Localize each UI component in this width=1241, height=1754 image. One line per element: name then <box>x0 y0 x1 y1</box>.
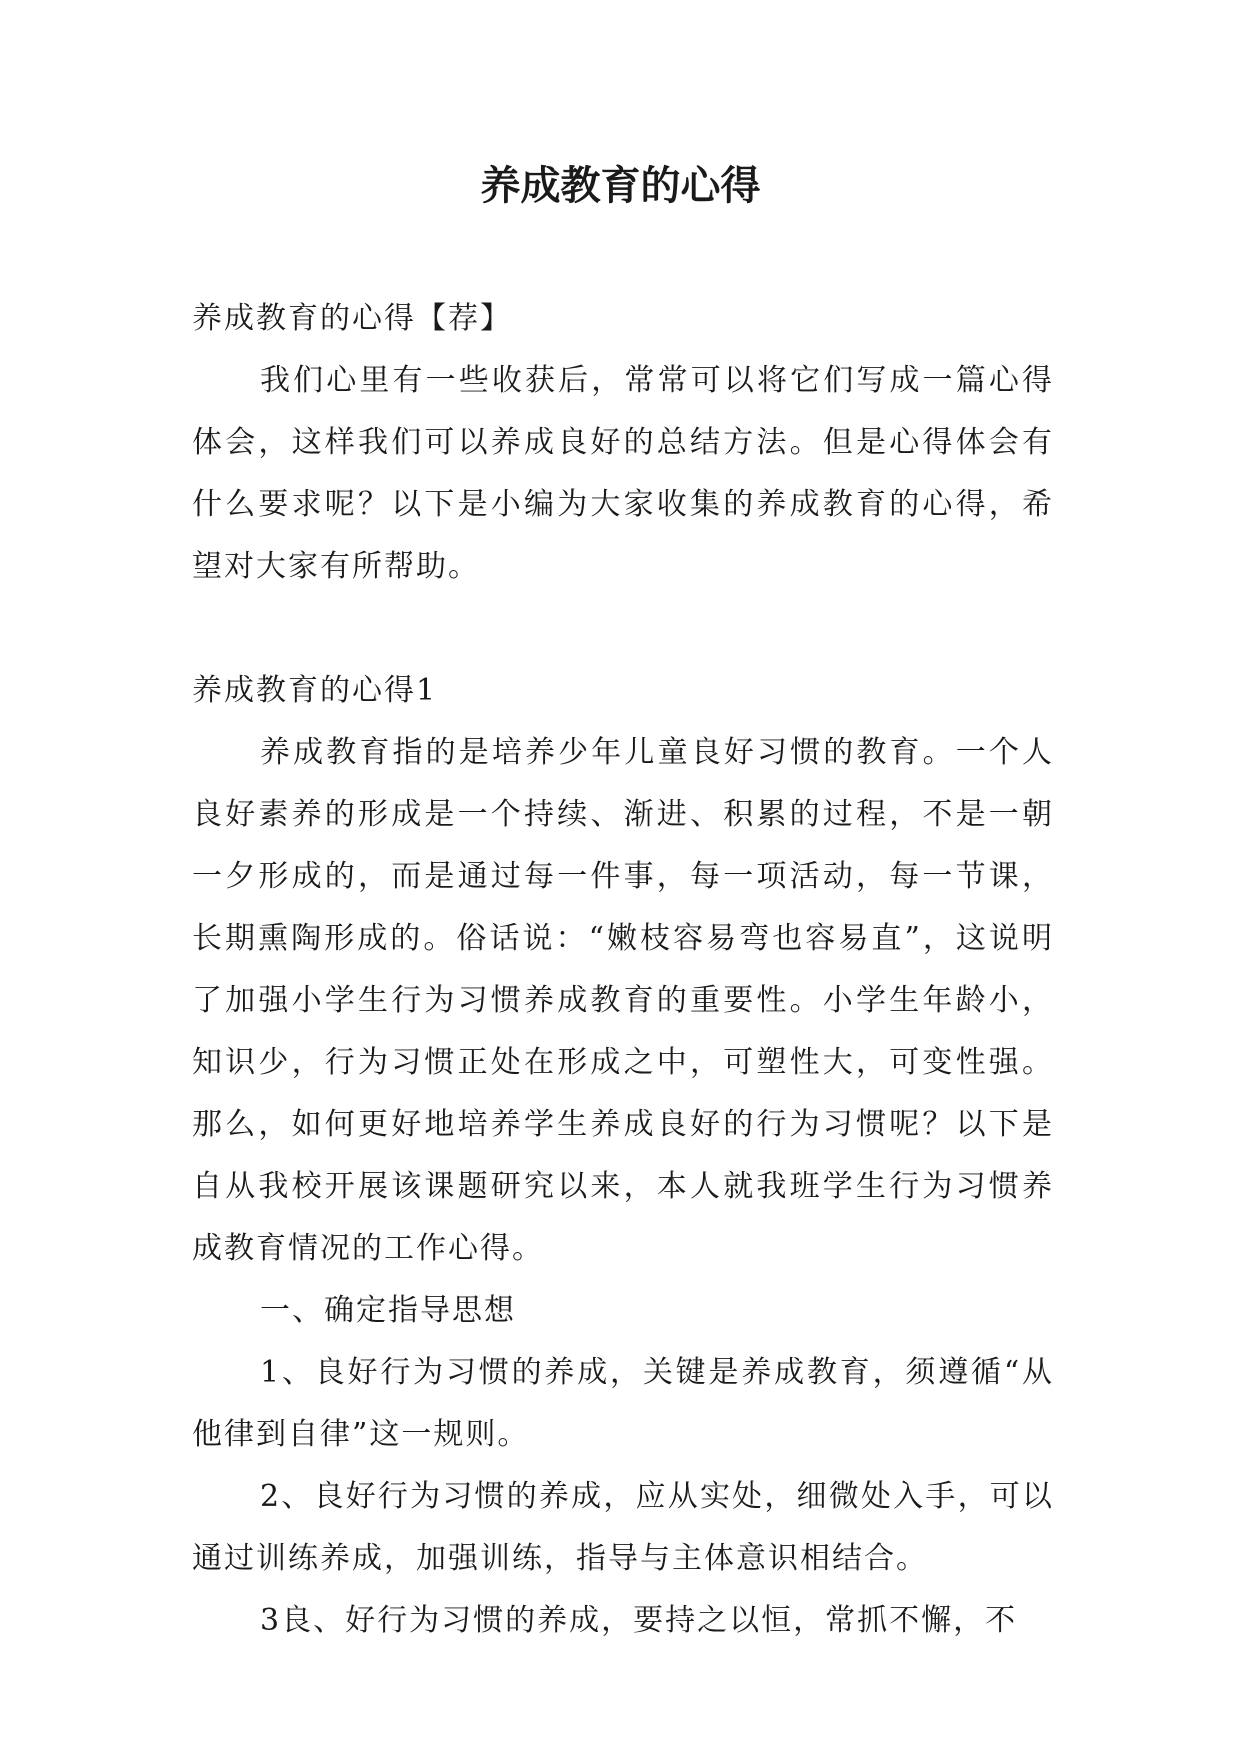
section-spacer <box>192 598 1054 660</box>
principle-item-1: 1、良好行为习惯的养成，关键是养成教育，须遵循“从他律到自律”这一规则。 <box>192 1355 1054 1452</box>
section-1-paragraph: 养成教育指的是培养少年儿童良好习惯的教育。一个人良好素养的形成是一个持续、渐进、积累的过程，不是一朝一夕形成的，而是通过每一件事，每一项活动，每一节课，长期熏陶形成的。俗话说：“嫩枝容易弯也容易直”，这说明了加强小学生行为习惯养成教育的重要性。小学生年龄小，知识少，行为习惯正处在形成之中，可塑性大，可变性强。那么，如何更好地培养学生养成良好的行为习惯呢？以下是自从我校开展该课题研究以来，本人就我班学生行为习惯养成教育情况的工作心得。 <box>192 735 1054 1266</box>
principle-item-3: 3良、好行为习惯的养成，要持之以恒，常抓不懈，不 <box>260 1603 1018 1638</box>
principle-item-2: 2、良好行为习惯的养成，应从实处，细微处入手，可以通过训练养成，加强训练，指导与主体意识相结合。 <box>192 1479 1054 1576</box>
document-body <box>192 288 1054 1652</box>
guiding-principle-heading: 一、确定指导思想 <box>260 1293 516 1328</box>
intro-heading: 养成教育的心得【荐】 <box>192 301 512 336</box>
document-title: 养成教育的心得 <box>480 162 761 209</box>
section-1-heading: 养成教育的心得1 <box>192 673 438 708</box>
intro-paragraph: 我们心里有一些收获后，常常可以将它们写成一篇心得体会，这样我们可以养成良好的总结方法。但是心得体会有什么要求呢？以下是小编为大家收集的养成教育的心得，希望对大家有所帮助。 <box>192 363 1054 584</box>
